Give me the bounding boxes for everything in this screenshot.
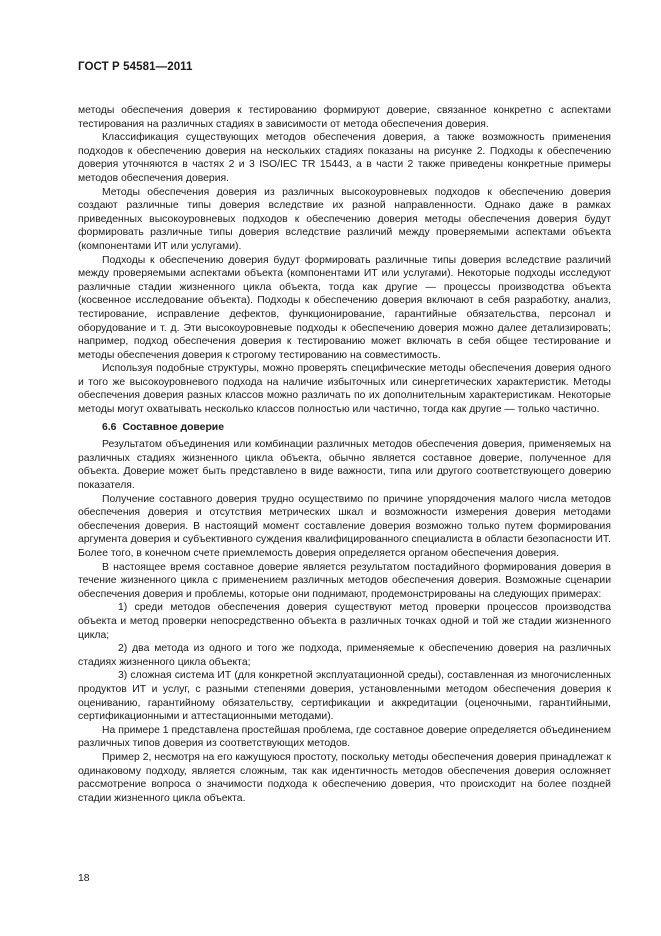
- list-item: 1) среди методов обеспечения доверия существуют метод проверки процессов производства объекта и метод проверки непосредственно объекта в различных точках одной и той же стадии жизненного цикла;: [78, 602, 611, 641]
- page-body: [78, 104, 611, 805]
- document-header: ГОСТ Р 54581—2011: [78, 61, 193, 73]
- paragraph: Используя подобные структуры, можно проверять специфические методы обеспечения доверия одного и того же высокоуровневого подхода на наличие избыточных или синергетических характеристик. Методы обеспечения доверия разных классов можно различать по их дополнительным характеристикам. Некоторые методы могут охватывать несколько классов полностью или частично, тогда как другие — только частично.: [78, 363, 611, 416]
- page-number: 18: [78, 873, 90, 884]
- paragraph: На примере 1 представлена простейшая проблема, где составное доверие определяется объединением различных типов доверия из соответствующих методов.: [78, 724, 611, 750]
- section-title: Составное доверие: [122, 421, 224, 433]
- list-item: 2) два метода из одного и того же подхода, применяемые к обеспечению доверия на различных стадиях жизненного цикла объекта;: [78, 643, 611, 668]
- paragraph: Методы обеспечения доверия из различных высокоуровневых подходов к обеспечению доверия создают различные типы доверия вследствие их разной направленности. Однако даже в рамках приведенных высокоуровневых подходов к обеспечению доверия методы обеспечения доверия будут формировать различные типы доверия вследствие различий между проверяемыми аспектами объекта (компонентами ИТ или услугами).: [78, 186, 611, 252]
- paragraph: методы обеспечения доверия к тестированию формируют доверие, связанное конкретно с аспектами тестирования на различных стадиях в зависимости от метода обеспечения доверия.: [78, 105, 611, 130]
- paragraph: Получение составного доверия трудно осуществимо по причине упорядочения малого числа методов обеспечения доверия и отсутствия метрических шкал и возможности измерения доверия методами обеспечения доверия. В настоящий момент составление доверия возможно только путем формирования аргумента доверия и субъективного суждения квалифицированного специалиста в области безопасности ИТ. Более того, в конечном счете приемлемость доверия определяется органом обеспечения доверия.: [78, 493, 611, 559]
- list-item: 3) сложная система ИТ (для конкретной эксплуатационной среды), составленная из многочисленных продуктов ИТ и услуг, с разными степенями доверия, установленными методом обеспечения доверия к оцениванию, гарантийному обязательству, сертификации и аккредитации (оценочными, гарантийными, сертификационными и аттестационными методами).: [78, 670, 611, 723]
- paragraph: Подходы к обеспечению доверия будут формировать различные типы доверия вследствие различий между проверяемыми аспектами объекта (компонентами ИТ или услугами). Некоторые подходы исследуют различные стадии жизненного цикла объекта, тогда как другие — процессы производства объекта (косвенное исследование объекта). Подходы к обеспечению доверия включают в себя разработку, анализ, тестирование, исправление дефектов, функционирование, гарантийные обязательства, персонал и оборудование и т. д. Эти высокоуровневые подходы к обеспечению доверия можно далее детализировать; например, подход обеспечения доверия к тестированию может включать в себя общее тестирование и методы обеспечения доверия к строгому тестированию на совместимость.: [78, 254, 611, 361]
- paragraph: Классификация существующих методов обеспечения доверия, а также возможность применения подходов к обеспечению доверия на нескольких стадиях показаны на рисунке 2. Подходы к обеспечению доверия уточняются в частях 2 и 3 ISO/IEC TR 15443, а в части 2 также приведены конкретные примеры методов обеспечения доверия.: [78, 132, 611, 184]
- paragraph: Результатом объединения или комбинации различных методов обеспечения доверия, применяемых на различных стадиях жизненного цикла объекта, обычно является составное доверие, полученное для объекта. Доверие может быть представлено в виде важности, типа или другого соответствующего доверию показателя.: [78, 439, 611, 492]
- section-heading: [78, 421, 611, 435]
- section-number: 6.6: [102, 421, 117, 433]
- paragraph: В настоящее время составное доверие является результатом постадийного формирования доверия в течение жизненного цикла с применением различных методов обеспечения доверия. Возможные сценарии обеспечения доверия и проблемы, которые они поднимают, продемонстрированы на следующих примерах:: [78, 561, 611, 600]
- paragraph: Пример 2, несмотря на его кажущуюся простоту, поскольку методы обеспечения доверия принадлежат к одинаковому подходу, является сложным, так как идентичность методов обеспечения доверия осложняет рассмотрение вопроса о значимости подхода к обеспечению доверия, что происходит на более поздней стадии жизненного цикла объекта.: [78, 751, 611, 804]
